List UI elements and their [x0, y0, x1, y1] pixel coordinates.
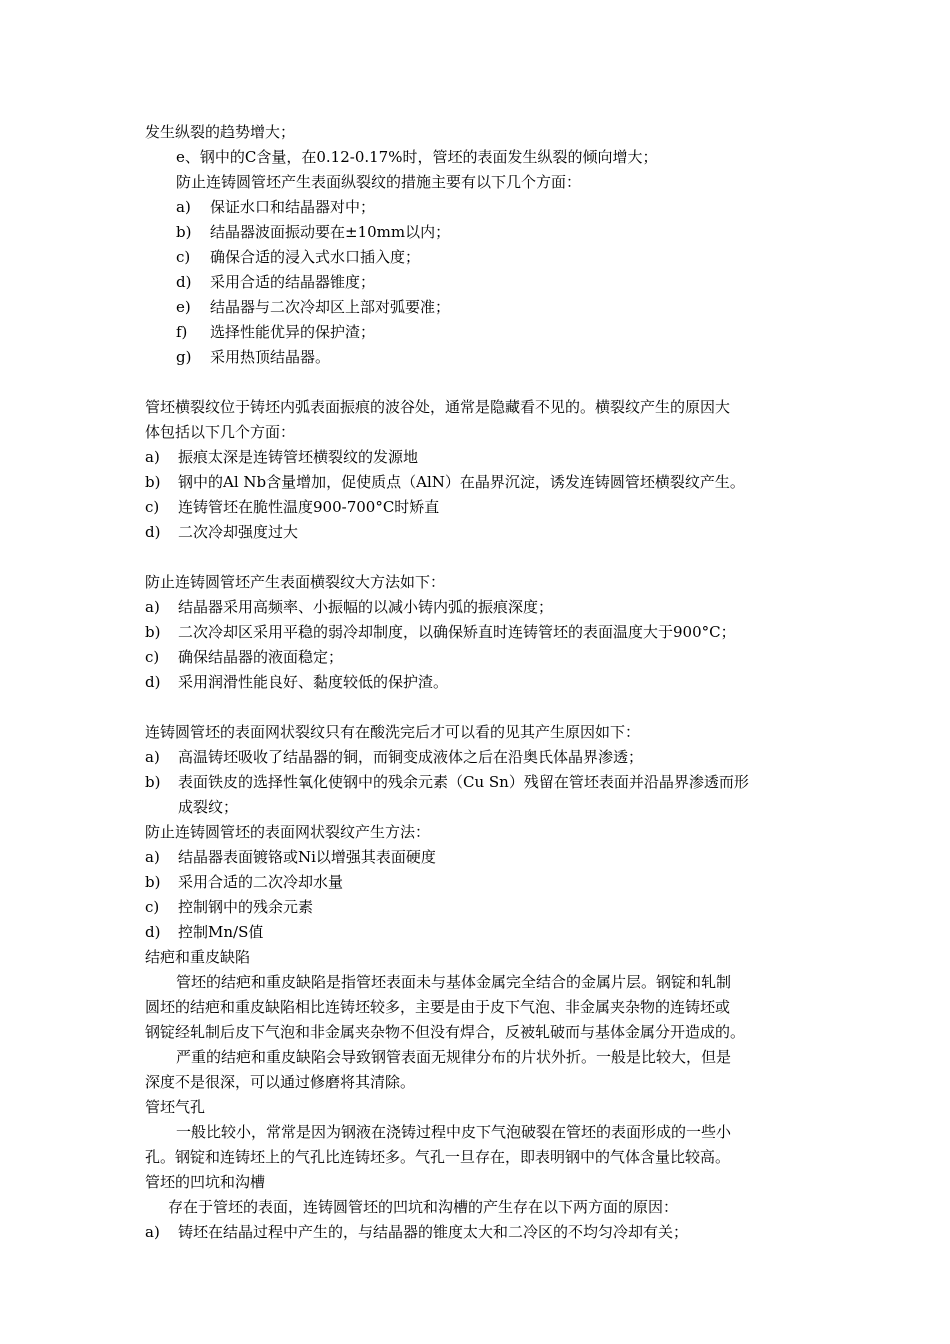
list-item: 振痕太深是连铸管坯横裂纹的发源地: [178, 448, 419, 466]
list-item: 选择性能优异的保护渣；: [210, 323, 376, 341]
list-item: 采用合适的结晶器锥度；: [210, 273, 376, 291]
list-label: c): [176, 248, 191, 266]
list-label: a): [145, 848, 160, 866]
text-line: 严重的结疤和重皮缺陷会导致钢管表面无规律分布的片状外折。一般是比较大，但是: [176, 1048, 732, 1066]
text-line: 发生纵裂的趋势增大；: [145, 123, 296, 141]
list-item: 结晶器与二次冷却区上部对弧要准；: [210, 298, 451, 316]
text-line: 体包括以下几个方面：: [145, 423, 296, 441]
list-item: 保证水口和结晶器对中；: [210, 198, 376, 216]
text-line: 存在于管坯的表面，连铸圆管坯的凹坑和沟槽的产生存在以下两方面的原因：: [168, 1198, 679, 1216]
list-label: a): [176, 198, 191, 216]
list-item: 确保合适的浸入式水口插入度；: [210, 248, 421, 266]
list-item: 采用热顶结晶器。: [210, 348, 331, 366]
list-item: 采用合适的二次冷却水量: [178, 873, 344, 891]
text-line: 管坯的结疤和重皮缺陷是指管坯表面未与基体金属完全结合的金属片层。钢锭和轧制: [176, 973, 732, 991]
list-label: b): [145, 773, 161, 791]
list-label: f): [176, 323, 188, 341]
list-label: c): [145, 498, 160, 516]
section-heading: 管坯气孔: [145, 1098, 206, 1116]
section-heading: 结疤和重皮缺陷: [145, 948, 251, 966]
list-label: d): [176, 273, 192, 291]
list-label: b): [176, 223, 192, 241]
list-label: c): [145, 648, 160, 666]
list-item: 采用润滑性能良好、黏度较低的保护渣。: [178, 673, 449, 691]
text-line: 连铸圆管坯的表面网状裂纹只有在酸洗完后才可以看的见其产生原因如下：: [145, 723, 641, 741]
list-item: 结晶器采用高频率、小振幅的以减小铸内弧的振痕深度；: [178, 598, 554, 616]
list-label: b): [145, 623, 161, 641]
text-line: 深度不是很深，可以通过修磨将其清除。: [145, 1073, 416, 1091]
text-line: 防止连铸圆管坯的表面网状裂纹产生方法：: [145, 823, 431, 841]
list-label: b): [145, 473, 161, 491]
list-item: 表面铁皮的选择性氧化使钢中的残余元素（Cu Sn）残留在管坯表面并沿晶界渗透而形: [178, 773, 749, 791]
list-label: a): [145, 1223, 160, 1241]
list-item: 控制钢中的残余元素: [178, 898, 314, 916]
list-label: a): [145, 598, 160, 616]
text-line: 孔。钢锭和连铸坯上的气孔比连铸坯多。气孔一旦存在，即表明钢中的气体含量比较高。: [145, 1148, 731, 1166]
text-line: 一般比较小，常常是因为钢液在浇铸过程中皮下气泡破裂在管坯的表面形成的一些小: [176, 1123, 732, 1141]
list-item: 结晶器表面镀铬或Ni以增强其表面硬度: [178, 848, 436, 866]
list-label: c): [145, 898, 160, 916]
list-label: d): [145, 523, 161, 541]
list-item: 二次冷却区采用平稳的弱冷却制度，以确保矫直时连铸管坯的表面温度大于900°C；: [178, 623, 736, 641]
list-label: e): [176, 298, 191, 316]
list-item: 结晶器波面振动要在±10mm以内；: [210, 223, 451, 241]
list-item: 高温铸坯吸收了结晶器的铜，而铜变成液体之后在沿奥氏体晶界渗透；: [178, 748, 644, 766]
list-item: 控制Mn/S值: [178, 923, 264, 941]
list-label: d): [145, 923, 161, 941]
text-line: e、钢中的C含量，在0.12-0.17%时，管坯的表面发生纵裂的倾向增大；: [176, 148, 658, 166]
section-heading: 管坯的凹坑和沟槽: [145, 1173, 266, 1191]
list-label: b): [145, 873, 161, 891]
list-label: a): [145, 748, 160, 766]
list-item: 二次冷却强度过大: [178, 523, 299, 541]
list-item: 确保结晶器的液面稳定；: [178, 648, 344, 666]
list-label: d): [145, 673, 161, 691]
text-line: 防止连铸圆管坯产生表面横裂纹大方法如下：: [145, 573, 446, 591]
list-label: a): [145, 448, 160, 466]
list-item: 连铸管坯在脆性温度900-700°C时矫直: [178, 498, 440, 516]
text-line: 管坯横裂纹位于铸坯内弧表面振痕的波谷处，通常是隐藏看不见的。横裂纹产生的原因大: [145, 398, 731, 416]
list-item-continuation: 成裂纹；: [178, 798, 239, 816]
text-line: 圆坯的结疤和重皮缺陷相比连铸坯较多，主要是由于皮下气泡、非金属夹杂物的连铸坯或: [145, 998, 731, 1016]
text-line: 钢锭经轧制后皮下气泡和非金属夹杂物不但没有焊合，反被轧破而与基体金属分开造成的。: [145, 1023, 746, 1041]
list-item: 铸坯在结晶过程中产生的，与结晶器的锥度太大和二冷区的不均匀冷却有关；: [178, 1223, 689, 1241]
list-label: g): [176, 348, 192, 366]
text-line: 防止连铸圆管坯产生表面纵裂纹的措施主要有以下几个方面：: [176, 173, 582, 191]
list-item: 钢中的Al Nb含量增加，促使质点（AlN）在晶界沉淀，诱发连铸圆管坯横裂纹产生。: [178, 473, 745, 491]
